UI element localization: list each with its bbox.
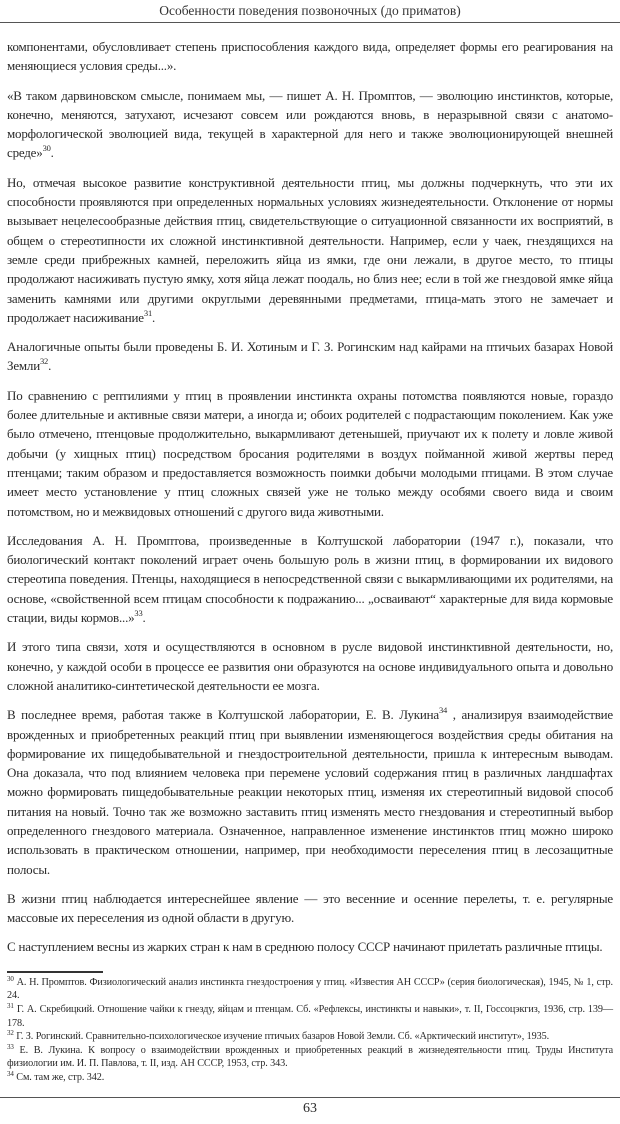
footnote-text: Е. В. Лукина. К вопросу о взаимодействии врожденных и приобретенных реакций в жизнедеятельности птиц. Труды Института физиологии им. И. П. Павлова, т. II, изд. АН СССР, 1953, стр. 343. — [7, 1044, 613, 1070]
paragraph-text: . — [142, 610, 146, 626]
footnote-ref[interactable]: 31 — [143, 307, 152, 318]
footnote — [7, 976, 613, 1003]
paragraph-text: В жизни птиц наблюдается интереснейшее явление — это весенние и осенние перелеты, т. е. регулярные массовые их переселения из одной области в другую. — [7, 890, 613, 926]
footnote — [7, 1003, 613, 1030]
paragraph-text: По сравнению с рептилиями у птиц в проявлении инстинкта охраны потомства появляются новые, гораздо более длительные и активные связи матери, а иногда и; обоих родителей с подрастающим поколением. Как уже было отмечено, птенцовые продолжительно, выкармливают детенышей, приучают их к полету и ловле живой добычи (у хищных птиц) посредством бросания родителями в воздух пойманной живой жертвы перед птенцами; таким образом и предоставляется возможность поимки добычи молодыми птицами. В этом случае имеет место установление у птиц сложных связей уже не только между особями своего вида и своим потомством, но и межвидовых отношений с другого вида животными. — [7, 387, 613, 519]
paragraph-text: . — [152, 309, 156, 325]
paragraph — [7, 386, 613, 521]
paragraph-text: , анализируя взаимодействие врожденных и приобретенных реакций птиц при выявлении изменяющегося воздействия среды обитания на формирование их пищедобывательной и гнездостроительной деятельности, пришла к интересным выводам. Она доказала, что под влиянием человека при перемене условий содержания птиц в различных ландшафтах можно формировать пищедобывательные реакции некоторых птиц, изменяя их стереотипный видовой способ питания на новый. Точно так же возможно заставить птиц изменять место гнездования и стереотипный выбор определенного гнездового материала. Означенное, направленное изменение инстинктов птиц можно широко использовать в практическом отношении, например, при необходимости переселения птиц в лесозащитные полосы. — [7, 707, 613, 877]
paragraph — [7, 337, 613, 376]
footnote — [7, 1030, 613, 1044]
paragraph-text: Аналогичные опыты были проведены Б. И. Хотиным и Г. З. Рогинским над кайрами на птичьих базарах Новой Земли — [7, 339, 613, 374]
paragraph-text: И этого типа связи, хотя и осуществляются в основном в русле видовой инстинктивной деятельности, но, конечно, у каждой особи в процессе ее развития они образуются на основе индивидуального опыта и довольно сложной аналитико-синтетической деятельности ее мозга. — [7, 639, 613, 693]
body-text — [7, 37, 613, 967]
footnotes — [7, 976, 613, 1085]
footnote-ref[interactable]: 34 — [439, 705, 448, 716]
footnote — [7, 1044, 613, 1071]
footer-rule — [0, 1097, 620, 1098]
paragraph — [7, 937, 613, 956]
footnote-text: А. Н. Промптов. Физиологический анализ инстинкта гнездостроения у птиц. «Известия АН СССР» (серия биологическая), 1945, № 1, стр. 24. — [7, 976, 613, 1002]
paragraph-text: Исследования А. Н. Промптова, произведенные в Колтушской лаборатории (1947 г.), показали, что биологический контакт поколений играет очень большую роль в жизни птиц, в формировании их видового стереотипа поведения. Птенцы, находящиеся в непосредственной связи с выкармливающими их родителями, на основе, «свойственной всем птицам способности к подражанию... „осваивают“ характерные для вида кормовые стации, виды кормов...» — [7, 532, 613, 626]
footnote-number: 32 — [7, 1029, 14, 1038]
footnote-number: 31 — [7, 1001, 14, 1010]
paragraph — [7, 705, 613, 879]
paragraph — [7, 531, 613, 627]
paragraph-text: . — [50, 145, 54, 161]
paragraph-text: С наступлением весны из жарких стран к нам в среднюю полосу СССР начинают прилетать различные птицы. — [7, 939, 603, 955]
footnote-ref[interactable]: 33 — [134, 608, 143, 619]
footnote-ref[interactable]: 30 — [42, 143, 51, 154]
paragraph-text: Но, отмечая высокое развитие конструктивной деятельности птиц, мы должны подчеркнуть, что эти их способности проявляются при определенных нормальных условиях жизнедеятельности. Отклонение от нормы вызывает нецелесообразные действия птиц, свидетельствующие о ситуационной связанности их восприятий, в общем о стереотипности их сложной инстинктивной деятельности. Например, если у чаек, гнездящихся на земле среди прибрежных камней, переложить яйца из ямки, где они лежали, в другое место, то птицы продолжают насиживать пустую ямку, хотя яйца лежат поодаль, но близ нее; если в той же гнездовой ямке яйца заменить камнями или другими округлыми деревянными предметами, птица-мать этого не замечает и продолжает насиживание — [7, 174, 613, 325]
paragraph — [7, 86, 613, 163]
footnote-number: 33 — [7, 1042, 14, 1051]
footnote-ref[interactable]: 32 — [39, 356, 49, 367]
paragraph — [7, 173, 613, 327]
footnote-text: Г. А. Скребицкий. Отношение чайки к гнезду, яйцам и птенцам. Сб. «Рефлексы, инстинкты и навыки», т. II, Госсоцэкгиз, 1936, стр. 139—178. — [7, 1003, 613, 1029]
paragraph — [7, 637, 613, 695]
footnote-number: 30 — [7, 974, 14, 983]
paragraph-text: . — [48, 358, 52, 374]
page-number: 63 — [303, 1100, 317, 1116]
paragraph-text: «В таком дарвиновском смысле, понимаем мы, — пишет А. Н. Промптов, — эволюцию инстинктов, которые, конечно, меняются, затухают, исчезают совсем или рождаются вновь, в неразрывной связи с анатомо-морфологической эволюцией вида, текущей в характерной для него и также эволюционирующей внешней среде» — [7, 87, 613, 161]
paragraph — [7, 37, 613, 76]
footnote-text: Г. З. Рогинский. Сравнительно-психологическое изучение птичьих базаров Новой Земли. Сб. «Арктический институт», 1935. — [16, 1031, 550, 1043]
paragraph-text: компонентами, обусловливает степень приспособления каждого вида, определяет формы его реагирования на меняющиеся условия среды...». — [7, 39, 613, 74]
footnote-rule — [7, 971, 103, 973]
running-header: Особенности поведения позвоночных (до приматов) — [159, 3, 461, 18]
paragraph-text: В последнее время, работая также в Колтушской лаборатории, Е. В. Лукина — [7, 707, 439, 723]
spacer — [0, 1085, 620, 1097]
footnote — [7, 1071, 613, 1085]
footnote-number: 34 — [7, 1069, 14, 1078]
paragraph — [7, 889, 613, 928]
header-rule — [0, 22, 620, 23]
footnote-text: См. там же, стр. 342. — [16, 1071, 105, 1083]
